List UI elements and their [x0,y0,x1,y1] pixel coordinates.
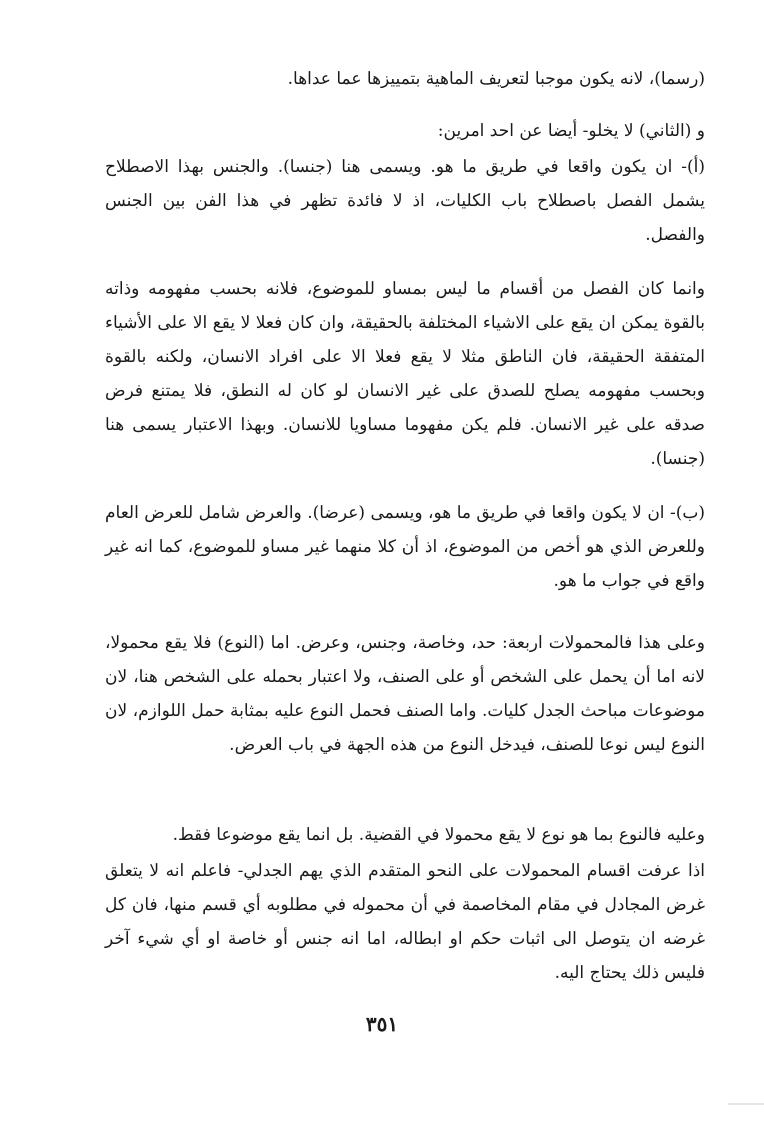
page-edge-mark [728,1103,764,1105]
paragraph-dialectician-aim: اذا عرفت اقسام المحمولات على النحو المتقدم الذي يهم الجدلي- فاعلم انه لا يتعلق غرض المجادل في مقام المخاصمة في أن محموله في مطلوبه أي قسم منها، فان كل غرضه ان يتوصل الى اثبات حكم او ابطاله، اما انه جنس أو خاصة او أي شيء آخر فليس ذلك يحتاج اليه. [105,861,705,983]
paragraph-species-subject: وعليه فالنوع بما هو نوع لا يقع محمولا في القضية. بل انما يقع موضوعا فقط. [172,825,705,845]
paragraph-differentia: وانما كان الفصل من أقسام ما ليس بمساو للموضوع، فلانه بحسب مفهومه وذاته بالقوة يمكن ان يقع على الاشياء المختلفة بالحقيقة، وان كان فعلا لا يقع الا على الأشياء المتفقة الحقيقة، فان الناطق مثلا لا يقع فعلا الا على افراد الانسان، ولكنه بالقوة وبحسب مفهومه يصلح للصدق على غير الانسان لو كان له النطق، فلا يمتنع فرض صدقه على غير الانسان. فلم يكن مفهوما مساويا للانسان. وبهذا الاعتبار يسمى هنا (جنسا). [105,279,705,469]
paragraph-ba-accident: (ب)- ان لا يكون واقعا في طريق ما هو، ويسمى (عرضا). والعرض شامل للعرض العام وللعرض الذي هو أخص من الموضوع، اذ أن كلا منهما غير مساو للموضوع، كما انه غير واقع في جواب ما هو. [105,503,705,591]
page-number: ٣٥١ [365,1012,399,1036]
paragraph-rasm: (رسما)، لانه يكون موجبا لتعريف الماهية بتمييزها عما عداها. [287,69,705,89]
paragraph-second-division: و (الثاني) لا يخلو- أيضا عن احد امرين: [437,121,705,141]
paragraph-four-predicates: وعلى هذا فالمحمولات اربعة: حد، وخاصة، وجنس، وعرض. اما (النوع) فلا يقع محمولا، لانه اما أن يحمل على الشخص أو على الصنف، ولا اعتبار بحمله على الشخص هنا، لان موضوعات مباحث الجدل كليات. واما الصنف فحمل النوع عليه بمثابة حمل اللوازم، لان النوع ليس نوعا للصنف، فيدخل النوع من هذه الجهة في باب العرض. [105,633,705,755]
paragraph-alif-genus: (أ)- ان يكون واقعا في طريق ما هو. ويسمى هنا (جنسا). والجنس بهذا الاصطلاح يشمل الفصل باصطلاح باب الكليات، اذ لا فائدة تظهر في هذا الفن بين الجنس والفصل. [105,157,705,245]
